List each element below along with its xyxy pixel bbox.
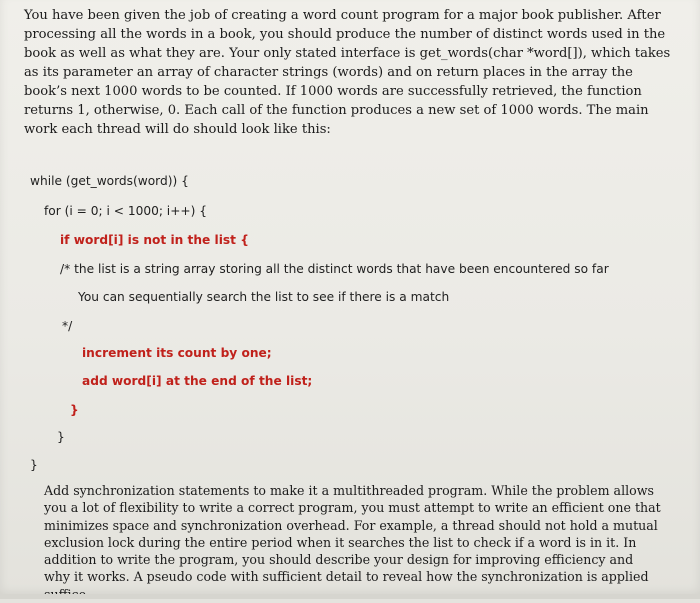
code-increment-line: increment its count by one; <box>82 346 272 360</box>
code-add-line: add word[i] at the end of the list; <box>82 374 313 388</box>
intro-paragraph: You have been given the job of creating a word count program for a major book publisher. After processing all the words in a book, you should produce the number of distinct words used in the book as well as what they are. Your only stated interface is get_words(char *word[]), which takes as its parameter an array of character strings (words) and on return places in the array the book’s next 1000 words to be counted. If 1000 words are successfully retrieved, the function returns 1, otherwise, 0. Each call of the function produces a new set of 1000 words. The main work each thread will do should look like this: <box>24 8 671 137</box>
code-while-line: while (get_words(word)) { <box>30 174 189 188</box>
code-if-line: if word[i] is not in the list { <box>60 233 249 247</box>
page-bottom-edge <box>0 594 700 599</box>
code-comment-line-1: /* the list is a string array storing all the distinct words that have been encountered so far <box>60 262 609 276</box>
code-comment-end: */ <box>62 319 73 333</box>
code-close-if: } <box>70 403 79 417</box>
outro-paragraph: Add synchronization statements to make it a multithreaded program. While the problem allows you a lot of flexibility to write a correct program, you must attempt to write an efficient one that minimizes space and synchronization overhead. For example, a thread should not hold a mutual exclusion lock during the entire period when it searches the list to check if a word is in it. In addition to write the program, you should describe your design for improving efficiency and why it works. A pseudo code with sufficient detail to reveal how the synchronization is applied <box>44 483 661 585</box>
code-close-while: } <box>30 458 38 472</box>
code-for-line: for (i = 0; i < 1000; i++) { <box>44 204 208 218</box>
code-comment-line-2: You can sequentially search the list to see if there is a match <box>78 290 450 304</box>
code-close-for: } <box>57 430 65 444</box>
